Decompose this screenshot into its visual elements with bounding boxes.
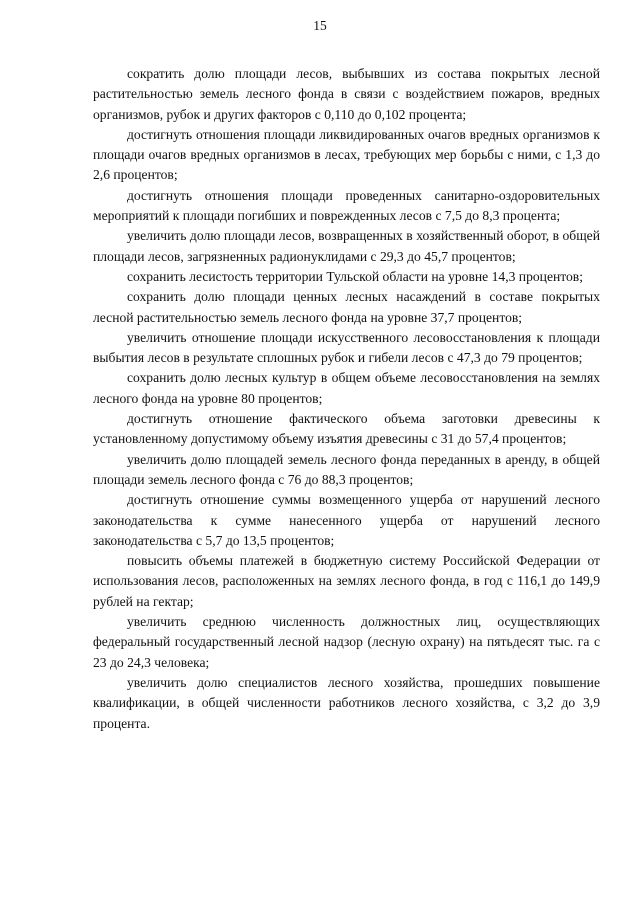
paragraph-forest-inspectors: увеличить среднюю численность должностных лиц, осуществляющих федеральный государственный лесной надзор (лесную охрану) на пятьдесят тыс. га с 23 до 24,3 человека; (93, 614, 600, 670)
paragraph-timber-harvest: достигнуть отношение фактического объема заготовки древесины к установленному допустимому объему изъятия древесины с 31 до 57,4 процентов; (93, 411, 600, 447)
paragraph-specialist-training: увеличить долю специалистов лесного хозяйства, прошедших повышение квалификации, в общей численности работников лесного хозяйства, с 3,2 до 3,9 процента. (93, 674, 600, 731)
paragraph-leased-land: увеличить долю площадей земель лесного фонда переданных в аренду, в общей площади земель лесного фонда с 76 до 88,3 процентов; (93, 451, 600, 487)
paragraph-valuable-stands: сохранить долю площади ценных лесных насаждений в составе покрытых лесной растительностью земель лесного фонда на уровне 37,7 процентов; (93, 289, 600, 325)
paragraph-forest-cultures: сохранить долю лесных культур в общем объеме лесовосстановления на землях лесного фонда на уровне 80 процентов; (93, 370, 600, 406)
paragraph-radionuclide-forests: увеличить долю площади лесов, возвращенных в хозяйственный оборот, в общей площади лесов, загрязненных радионуклидами с 29,3 до 45,7 процентов; (93, 228, 600, 264)
paragraph-budget-payments: повысить объемы платежей в бюджетную систему Российской Федерации от использования лесов, расположенных на землях лесного фонда, в год с 116,1 до 149,9 рублей на гектар; (93, 553, 600, 609)
paragraph-pest-foci-ratio: достигнуть отношения площади ликвидированных очагов вредных организмов к площади очагов вредных организмов в лесах, требующих мер борьбы с ними, с 1,3 до 2,6 процентов; (93, 126, 600, 183)
paragraph-artificial-reforestation: увеличить отношение площади искусственного лесовосстановления к площади выбытия лесов в результате сплошных рубок и гибели лесов с 47,3 до 79 процентов; (93, 329, 600, 366)
paragraph-sanitary-measures: достигнуть отношения площади проведенных санитарно-оздоровительных мероприятий к площади погибших и поврежденных лесов с 7,5 до 8,3 процента; (93, 187, 600, 224)
document-body (93, 64, 600, 734)
page-number: 15 (313, 18, 327, 33)
paragraph-reduce-forest-loss: сократить долю площади лесов, выбывших из состава покрытых лесной растительностью земель лесного фонда в связи с воздействием пожаров, вредных организмов, рубок и других факторов с 0,110 до 0,102 процента; (93, 66, 600, 122)
paragraph-forest-cover: сохранить лесистость территории Тульской области на уровне 14,3 процентов; (127, 268, 584, 284)
paragraph-damage-compensation: достигнуть отношение суммы возмещенного ущерба от нарушений лесного законодательства к сумме нанесенного ущерба от нарушений лесного законодательства с 5,7 до 13,5 процентов; (93, 492, 600, 548)
